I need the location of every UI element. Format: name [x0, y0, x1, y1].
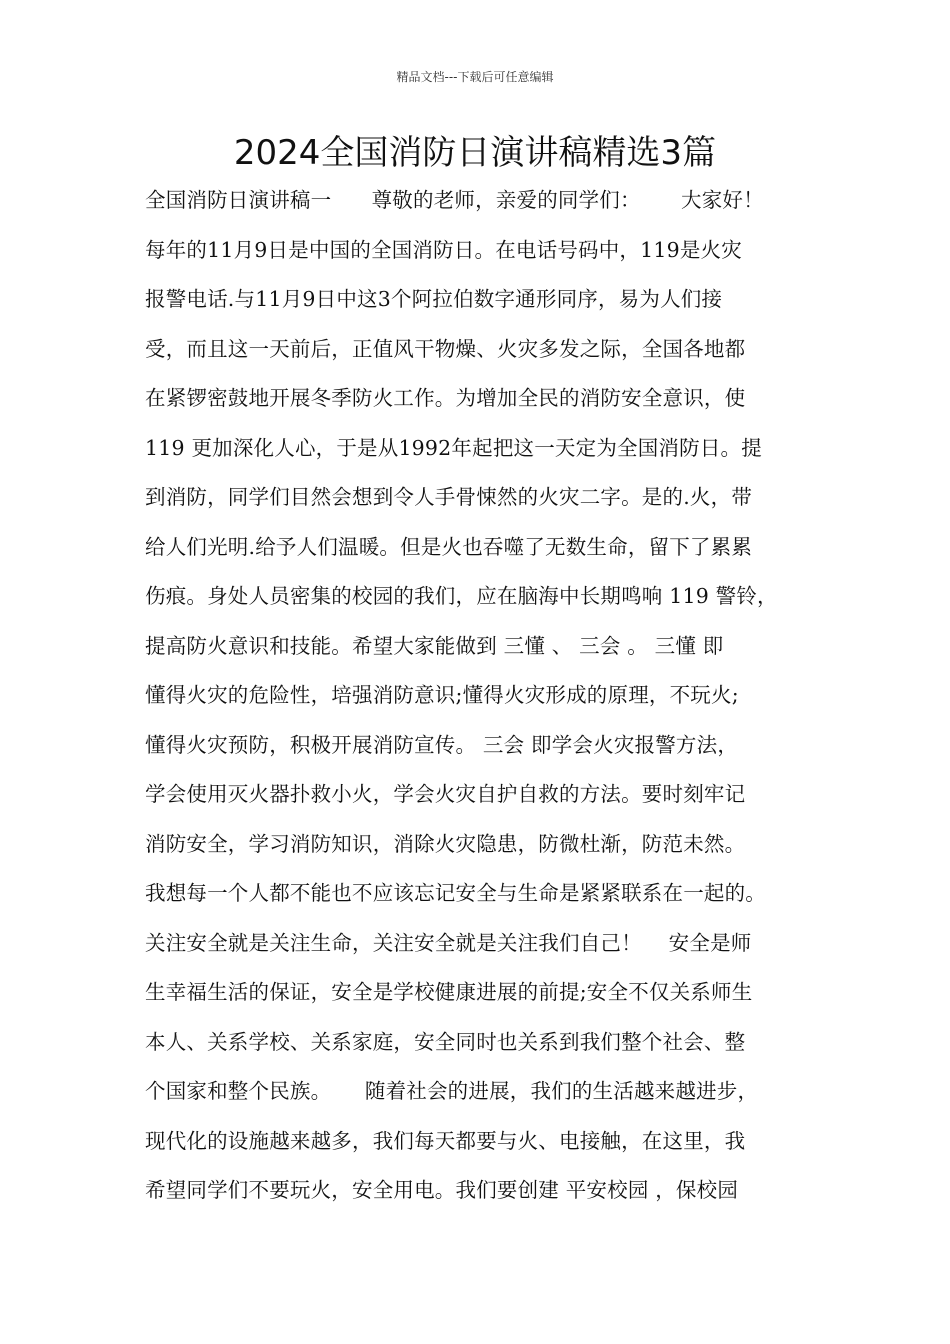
body-line: 学会使用灭火器扑救小火，学会火灾自护自救的方法。要时刻牢记 [145, 782, 746, 806]
body-line: 关注安全就是关注生命，关注安全就是关注我们自己！ 安全是师 [145, 930, 752, 955]
body-line: 生幸福生活的保证，安全是学校健康进展的前提;安全不仅关系师生 [145, 980, 753, 1004]
body-line: 每年的11月9日是中国的全国消防日。在电话号码中，119是火灾 [145, 237, 742, 262]
body-line: 到消防，同学们目然会想到令人手骨悚然的火灾二字。是的.火，带 [145, 485, 753, 509]
body-line: 消防安全，学习消防知识，消除火灾隐患，防微杜渐，防范未然。 [145, 831, 746, 856]
document-title: 2024全国消防日演讲稿精选3篇 [233, 133, 717, 173]
body-line: 现代化的设施越来越多，我们每天都要与火、电接触，在这里，我 [145, 1128, 746, 1153]
body-line: 本人、关系学校、关系家庭，安全同时也关系到我们整个社会、整 [145, 1029, 746, 1054]
body-line: 给人们光明.给予人们温暖。但是火也吞噬了无数生命，留下了累累 [145, 534, 753, 559]
body-line: 报警电话.与11月9日中这3个阿拉伯数字通形同序，易为人们接 [145, 287, 723, 311]
body-line: 在紧锣密鼓地开展冬季防火工作。为增加全民的消防安全意识，使 [145, 386, 746, 410]
body-line: 个国家和整个民族。 随着社会的进展，我们的生活越来越进步， [145, 1079, 759, 1103]
document-body [145, 182, 835, 1222]
body-line: 希望同学们不要玩火，安全用电。我们要创建 平安校园 ，保校园 [145, 1178, 739, 1202]
body-line: 全国消防日演讲稿一 尊敬的老师，亲爱的同学们： 大家好！ [145, 188, 764, 212]
body-line: 受，而且这一天前后，正值风干物燥、火灾多发之际，全国各地都 [145, 336, 746, 361]
body-line: 懂得火灾的危险性，培强消防意识;懂得火灾形成的原理，不玩火; [145, 683, 739, 707]
body-line: 我想每一个人都不能也不应该忘记安全与生命是紧紧联系在一起的。 [145, 881, 766, 905]
body-line: 119 更加深化人心，于是从1992年起把这一天定为全国消防日。提 [145, 435, 762, 460]
body-line: 提高防火意识和技能。希望大家能做到 三懂 、 三会 。 三懂 即 [145, 633, 724, 658]
header-note: 精品文档---下载后可任意编辑 [396, 70, 554, 84]
body-line: 伤痕。身处人员密集的校园的我们，应在脑海中长期鸣响 119 警铃， [145, 584, 778, 608]
body-line: 懂得火灾预防，积极开展消防宣传。 三会 即学会火灾报警方法， [145, 732, 739, 757]
